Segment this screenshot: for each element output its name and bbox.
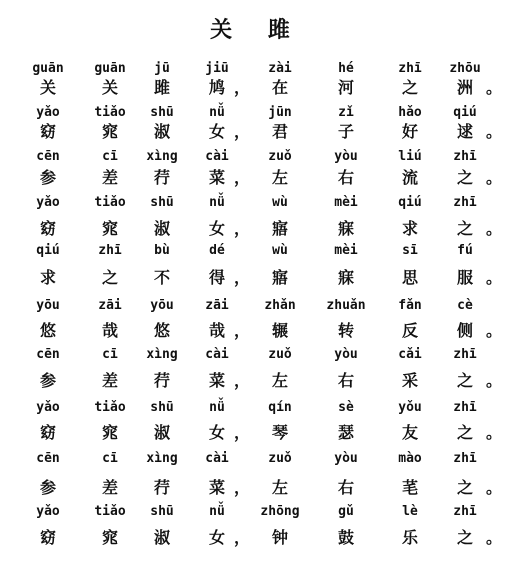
- hanzi-character: 窕: [101, 528, 118, 547]
- pinyin-syllable: sè: [338, 400, 354, 415]
- pinyin-syllable: yǎo: [36, 105, 60, 120]
- hanzi-character: 参: [39, 478, 56, 497]
- pinyin-syllable: gǔ: [338, 504, 354, 519]
- pinyin-syllable: jū: [154, 61, 170, 76]
- pinyin-syllable: shū: [150, 195, 174, 210]
- hanzi-character: 窈: [39, 122, 56, 141]
- hanzi-character: 窈: [39, 219, 56, 238]
- pinyin-syllable: mèi: [334, 243, 358, 258]
- pinyin-line: [0, 296, 500, 316]
- hanzi-character: 君: [271, 122, 288, 141]
- hanzi-line: [0, 528, 503, 548]
- hanzi-character: 之: [456, 371, 473, 390]
- period-mark: 。: [486, 268, 503, 287]
- hanzi-character: 差: [101, 371, 118, 390]
- hanzi-character: 寐: [337, 219, 354, 238]
- hanzi-character: 雎: [153, 78, 170, 97]
- pinyin-syllable: cī: [102, 347, 118, 362]
- hanzi-character: 转: [337, 321, 354, 340]
- pinyin-syllable: shū: [150, 105, 174, 120]
- hanzi-character: 不: [153, 268, 170, 287]
- pinyin-syllable: yòu: [334, 149, 358, 164]
- pinyin-syllable: tiǎo: [94, 400, 126, 415]
- comma-mark: ，: [233, 478, 250, 497]
- pinyin-syllable: zài: [268, 61, 292, 76]
- pinyin-line: [0, 241, 500, 261]
- hanzi-character: 右: [337, 371, 354, 390]
- hanzi-character: 钟: [271, 528, 288, 547]
- hanzi-line: [0, 122, 503, 142]
- pinyin-syllable: mào: [398, 451, 422, 466]
- hanzi-character: 之: [456, 168, 473, 187]
- hanzi-character: 洲: [456, 78, 473, 97]
- pinyin-syllable: qín: [268, 400, 292, 415]
- pinyin-syllable: jūn: [268, 105, 292, 120]
- pinyin-syllable: zāi: [98, 298, 122, 313]
- pinyin-syllable: xìng: [146, 451, 178, 466]
- pinyin-syllable: tiǎo: [94, 504, 126, 519]
- pinyin-syllable: shū: [150, 400, 174, 415]
- hanzi-character: 好: [401, 122, 418, 141]
- hanzi-character: 悠: [39, 321, 56, 340]
- pinyin-syllable: yōu: [150, 298, 174, 313]
- hanzi-character: 淑: [153, 423, 170, 442]
- comma-mark: ，: [233, 371, 250, 390]
- period-mark: 。: [486, 528, 503, 547]
- pinyin-syllable: zāi: [205, 298, 229, 313]
- pinyin-syllable: cài: [205, 149, 229, 164]
- hanzi-character: 女: [208, 423, 225, 442]
- comma-mark: ，: [233, 423, 250, 442]
- hanzi-character: 子: [337, 122, 354, 141]
- hanzi-character: 女: [208, 528, 225, 547]
- pinyin-syllable: liú: [398, 149, 422, 164]
- hanzi-character: 荇: [153, 478, 170, 497]
- pinyin-syllable: zuǒ: [268, 347, 292, 362]
- hanzi-character: 差: [101, 168, 118, 187]
- hanzi-character: 流: [401, 168, 418, 187]
- hanzi-character: 之: [456, 478, 473, 497]
- hanzi-character: 求: [401, 219, 418, 238]
- hanzi-character: 服: [456, 268, 473, 287]
- hanzi-character: 鸠: [208, 78, 225, 97]
- pinyin-syllable: zhuǎn: [326, 298, 366, 313]
- hanzi-line: [0, 478, 503, 498]
- period-mark: 。: [486, 219, 503, 238]
- pinyin-syllable: zhī: [453, 149, 477, 164]
- pinyin-syllable: zhī: [453, 195, 477, 210]
- pinyin-syllable: zhī: [98, 243, 122, 258]
- pinyin-syllable: cài: [205, 347, 229, 362]
- comma-mark: ，: [233, 321, 250, 340]
- hanzi-character: 鼓: [337, 528, 354, 547]
- hanzi-line: [0, 168, 503, 188]
- pinyin-syllable: cài: [205, 451, 229, 466]
- hanzi-character: 窕: [101, 219, 118, 238]
- pinyin-syllable: tiǎo: [94, 105, 126, 120]
- hanzi-character: 菜: [208, 371, 225, 390]
- pinyin-syllable: zuǒ: [268, 451, 292, 466]
- pinyin-syllable: lè: [402, 504, 418, 519]
- pinyin-syllable: zuǒ: [268, 149, 292, 164]
- pinyin-syllable: yǎo: [36, 504, 60, 519]
- hanzi-character: 关: [39, 78, 56, 97]
- hanzi-character: 哉: [208, 321, 225, 340]
- hanzi-character: 侧: [456, 321, 473, 340]
- hanzi-character: 之: [101, 268, 118, 287]
- pinyin-syllable: nǚ: [209, 195, 225, 210]
- pinyin-line: [0, 103, 500, 123]
- pinyin-syllable: cǎi: [398, 347, 422, 362]
- hanzi-character: 左: [271, 478, 288, 497]
- pinyin-syllable: hǎo: [398, 105, 422, 120]
- hanzi-line: [0, 321, 503, 341]
- hanzi-character: 窈: [39, 423, 56, 442]
- period-mark: 。: [486, 423, 503, 442]
- hanzi-character: 悠: [153, 321, 170, 340]
- hanzi-character: 女: [208, 219, 225, 238]
- comma-mark: ，: [233, 268, 250, 287]
- pinyin-syllable: cī: [102, 451, 118, 466]
- pinyin-syllable: cēn: [36, 451, 60, 466]
- pinyin-line: [0, 398, 500, 418]
- pinyin-syllable: yòu: [334, 451, 358, 466]
- hanzi-character: 荇: [153, 168, 170, 187]
- pinyin-syllable: zhī: [453, 400, 477, 415]
- pinyin-line: [0, 345, 500, 365]
- hanzi-character: 右: [337, 478, 354, 497]
- hanzi-character: 左: [271, 168, 288, 187]
- pinyin-syllable: qiú: [453, 105, 477, 120]
- hanzi-character: 淑: [153, 219, 170, 238]
- pinyin-syllable: zhī: [453, 451, 477, 466]
- hanzi-character: 之: [456, 423, 473, 442]
- comma-mark: ，: [233, 122, 250, 141]
- pinyin-syllable: zhōng: [260, 504, 300, 519]
- hanzi-character: 窕: [101, 423, 118, 442]
- pinyin-syllable: mèi: [334, 195, 358, 210]
- hanzi-character: 芼: [401, 478, 418, 497]
- pinyin-line: [0, 147, 500, 167]
- pinyin-syllable: jiū: [205, 61, 229, 76]
- comma-mark: ，: [233, 78, 250, 97]
- pinyin-syllable: guān: [94, 61, 126, 76]
- pinyin-syllable: fú: [457, 243, 473, 258]
- pinyin-syllable: wù: [272, 243, 288, 258]
- hanzi-character: 参: [39, 168, 56, 187]
- pinyin-syllable: qiú: [36, 243, 60, 258]
- hanzi-character: 窕: [101, 122, 118, 141]
- pinyin-syllable: nǚ: [209, 504, 225, 519]
- hanzi-character: 求: [39, 268, 56, 287]
- pinyin-syllable: bù: [154, 243, 170, 258]
- hanzi-character: 参: [39, 371, 56, 390]
- hanzi-character: 荇: [153, 371, 170, 390]
- period-mark: 。: [486, 321, 503, 340]
- comma-mark: ，: [233, 219, 250, 238]
- pinyin-syllable: dé: [209, 243, 225, 258]
- pinyin-line: [0, 449, 500, 469]
- hanzi-character: 友: [401, 423, 418, 442]
- pinyin-syllable: zhī: [453, 347, 477, 362]
- pinyin-line: [0, 59, 500, 79]
- hanzi-character: 差: [101, 478, 118, 497]
- hanzi-character: 瑟: [337, 423, 354, 442]
- pinyin-syllable: shū: [150, 504, 174, 519]
- pinyin-syllable: yòu: [334, 347, 358, 362]
- pinyin-syllable: cēn: [36, 347, 60, 362]
- pinyin-syllable: hé: [338, 61, 354, 76]
- pinyin-syllable: zǐ: [338, 105, 354, 120]
- pinyin-syllable: nǚ: [209, 400, 225, 415]
- hanzi-line: [0, 371, 503, 391]
- period-mark: 。: [486, 168, 503, 187]
- pinyin-syllable: sī: [402, 243, 418, 258]
- hanzi-character: 寤: [271, 268, 288, 287]
- hanzi-line: [0, 78, 503, 98]
- hanzi-character: 淑: [153, 528, 170, 547]
- pinyin-syllable: yǎo: [36, 400, 60, 415]
- comma-mark: ，: [233, 168, 250, 187]
- hanzi-character: 得: [208, 268, 225, 287]
- comma-mark: ，: [233, 528, 250, 547]
- pinyin-syllable: zhī: [453, 504, 477, 519]
- hanzi-character: 在: [271, 78, 288, 97]
- hanzi-character: 河: [337, 78, 354, 97]
- pinyin-line: [0, 193, 500, 213]
- hanzi-character: 乐: [401, 528, 418, 547]
- pinyin-line: [0, 502, 500, 522]
- period-mark: 。: [486, 122, 503, 141]
- hanzi-character: 女: [208, 122, 225, 141]
- pinyin-syllable: fǎn: [398, 298, 422, 313]
- hanzi-line: [0, 219, 503, 239]
- hanzi-character: 反: [401, 321, 418, 340]
- pinyin-syllable: yōu: [36, 298, 60, 313]
- pinyin-syllable: wù: [272, 195, 288, 210]
- pinyin-syllable: tiǎo: [94, 195, 126, 210]
- hanzi-character: 关: [101, 78, 118, 97]
- hanzi-character: 寐: [337, 268, 354, 287]
- hanzi-character: 之: [456, 219, 473, 238]
- hanzi-character: 采: [401, 371, 418, 390]
- hanzi-character: 菜: [208, 168, 225, 187]
- hanzi-character: 逑: [456, 122, 473, 141]
- hanzi-line: [0, 268, 503, 288]
- hanzi-character: 菜: [208, 478, 225, 497]
- hanzi-character: 窈: [39, 528, 56, 547]
- hanzi-character: 左: [271, 371, 288, 390]
- period-mark: 。: [486, 78, 503, 97]
- hanzi-character: 思: [401, 268, 418, 287]
- pinyin-syllable: cī: [102, 149, 118, 164]
- hanzi-character: 琴: [271, 423, 288, 442]
- pinyin-syllable: xìng: [146, 347, 178, 362]
- pinyin-syllable: yǒu: [398, 400, 422, 415]
- pinyin-syllable: cēn: [36, 149, 60, 164]
- hanzi-character: 寤: [271, 219, 288, 238]
- hanzi-character: 淑: [153, 122, 170, 141]
- pinyin-syllable: qiú: [398, 195, 422, 210]
- pinyin-syllable: zhī: [398, 61, 422, 76]
- pinyin-syllable: zhōu: [449, 61, 481, 76]
- hanzi-character: 之: [456, 528, 473, 547]
- hanzi-character: 辗: [271, 321, 288, 340]
- hanzi-character: 之: [401, 78, 418, 97]
- period-mark: 。: [486, 478, 503, 497]
- pinyin-syllable: cè: [457, 298, 473, 313]
- pinyin-syllable: xìng: [146, 149, 178, 164]
- period-mark: 。: [486, 371, 503, 390]
- poem-title: 关 雎: [210, 17, 304, 43]
- pinyin-syllable: guān: [32, 61, 64, 76]
- hanzi-line: [0, 423, 503, 443]
- pinyin-syllable: yǎo: [36, 195, 60, 210]
- hanzi-character: 哉: [101, 321, 118, 340]
- hanzi-character: 右: [337, 168, 354, 187]
- pinyin-syllable: zhǎn: [264, 298, 296, 313]
- pinyin-syllable: nǚ: [209, 105, 225, 120]
